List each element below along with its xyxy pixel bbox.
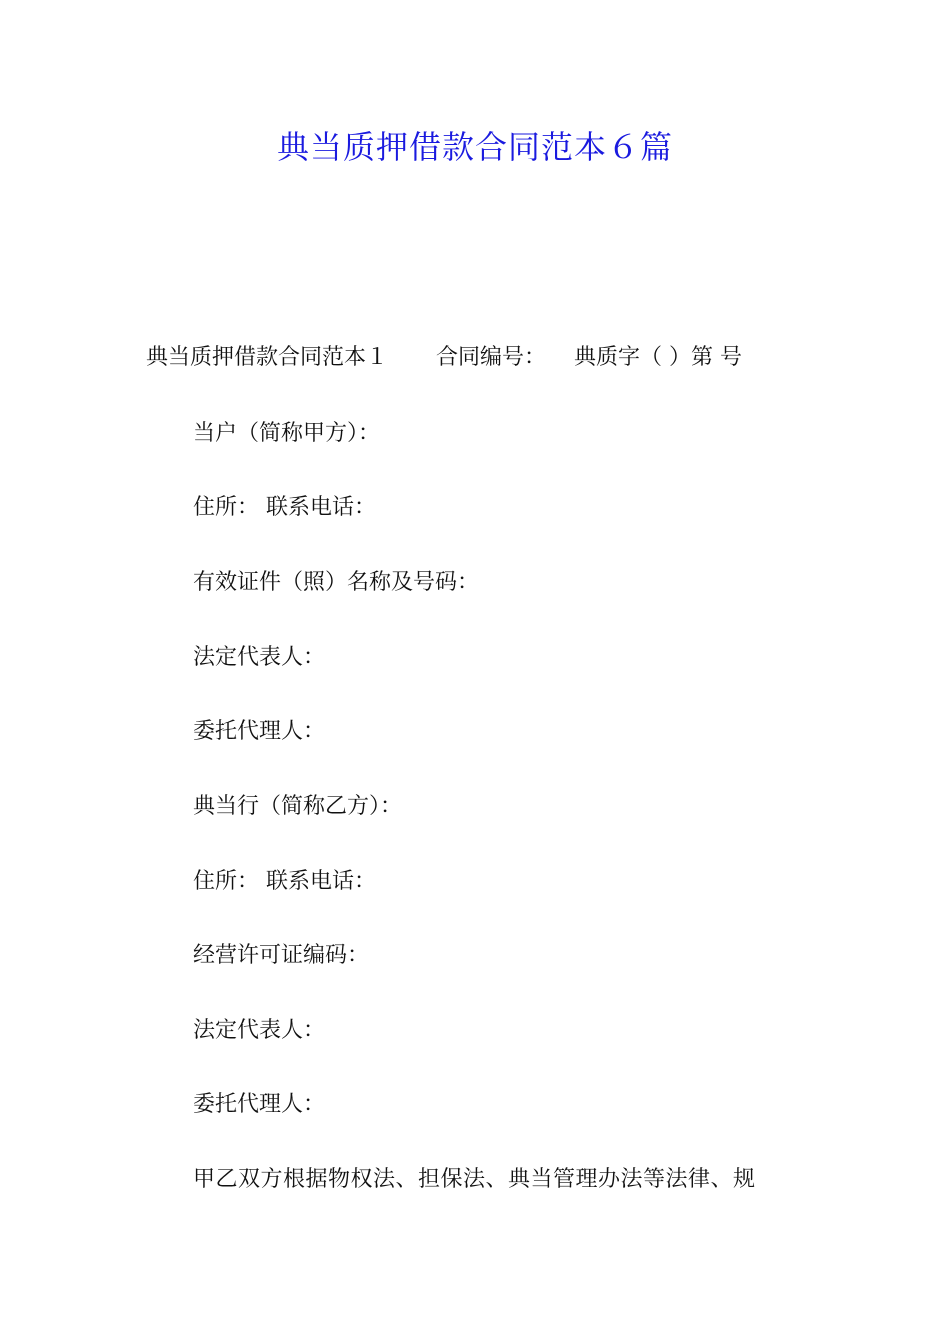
pawnshop-address-phone-field: 住所： 联系电话： [193,869,376,894]
pawnshop-agent-field: 委托代理人： [193,1092,326,1117]
pawner-agent-field: 委托代理人： [193,719,326,744]
pawnshop-field: 典当行（简称乙方）： [193,794,403,819]
pawner-id-field: 有效证件（照）名称及号码： [193,570,480,595]
body-paragraph: 甲乙双方根据物权法、担保法、典当管理办法等法律、规 [193,1167,756,1192]
document-title: 典当质押借款合同范本６篇 [276,128,673,166]
pawner-address-phone-field: 住所： 联系电话： [193,495,376,520]
contract-header-line [146,345,742,371]
pawnshop-license-field: 经营许可证编码： [193,943,370,968]
contract-number-label: 合同编号： [436,345,547,370]
pawner-field: 当户（简称甲方）： [193,421,381,446]
template-name: 典当质押借款合同范本１ [146,345,389,370]
pawnshop-legal-rep-field: 法定代表人： [193,1018,326,1043]
contract-number-value: 典质字（ ）第 号 [574,345,743,370]
pawner-legal-rep-field: 法定代表人： [193,645,326,670]
